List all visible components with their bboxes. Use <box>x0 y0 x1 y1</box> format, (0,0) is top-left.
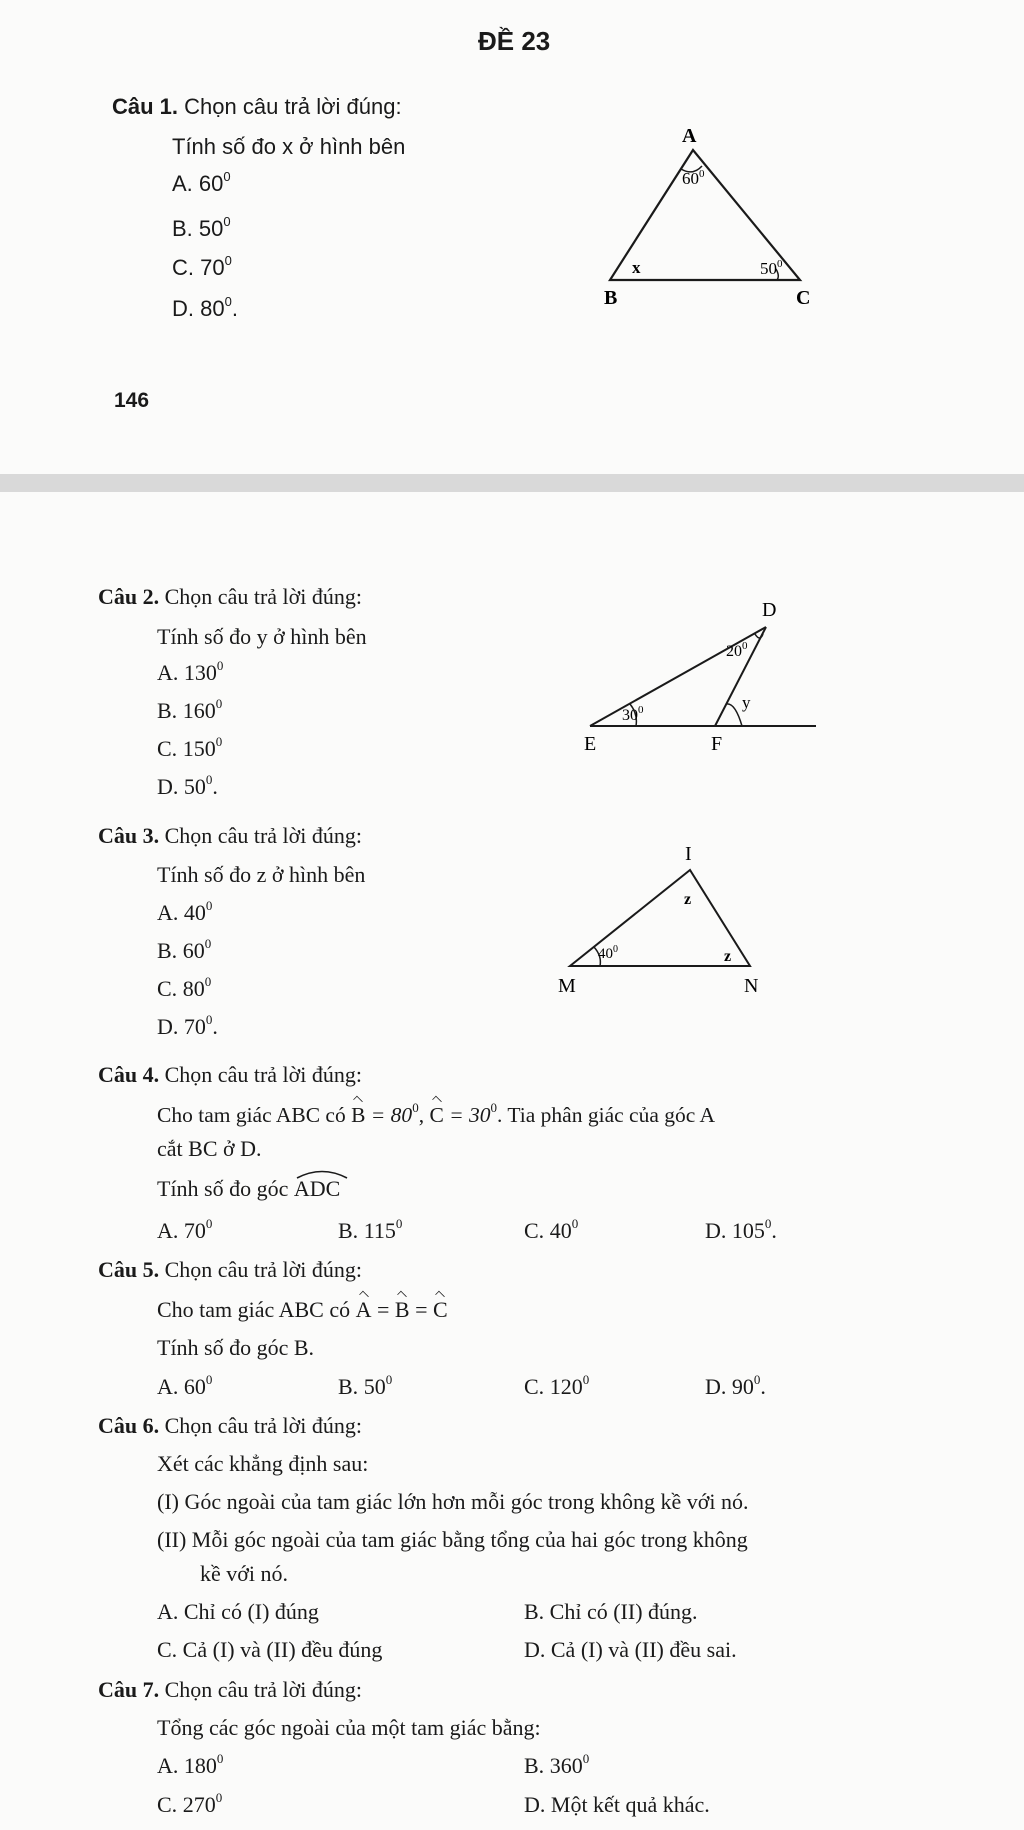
q2-option-a[interactable]: A. $130^0$ <box>157 657 224 685</box>
q4-option-a[interactable]: A. $70^0$ <box>157 1215 213 1243</box>
q7-option-b[interactable]: B. $360^0$ <box>524 1750 590 1778</box>
q1-subprompt: Tính số đo x ở hình bên <box>172 134 406 159</box>
q6-option-a[interactable]: A. Chỉ có (I) đúng <box>157 1599 319 1624</box>
q4-statement-line1: Cho tam giác ABC có $B = 80^0$, $C = 30^0$. Tia phân giác của góc A <box>157 1099 715 1127</box>
q2-subprompt: Tính số đo y ở hình bên <box>157 624 367 649</box>
q4-heading: Câu 4. Chọn câu trả lời đúng: <box>98 1062 363 1087</box>
q2-angle-d: $20^0$ <box>726 640 748 660</box>
q5-option-b[interactable]: B. $50^0$ <box>338 1371 393 1399</box>
q4-option-d[interactable]: D. $105^0$. <box>705 1215 777 1243</box>
q3-option-b[interactable]: B. $60^0$ <box>157 935 212 963</box>
q7-option-a[interactable]: A. $180^0$ <box>157 1750 224 1778</box>
q6-statement-2-line1: (II) Mỗi góc ngoài của tam giác bằng tổng của hai góc trong không <box>157 1527 748 1552</box>
q5-option-d[interactable]: D. $90^0$. <box>705 1371 766 1399</box>
q6-statement-2-line2: kề với nó. <box>200 1561 289 1586</box>
q2-vertex-f: F <box>711 733 723 752</box>
q3-angle-z-right: z <box>724 948 732 965</box>
q1-vertex-c: C <box>796 287 811 309</box>
q2-option-b[interactable]: B. $160^0$ <box>157 695 223 723</box>
q6-option-b[interactable]: B. Chỉ có (II) đúng. <box>524 1599 698 1624</box>
q2-heading: Câu 2. Chọn câu trả lời đúng: <box>98 584 363 609</box>
q1-option-a[interactable]: A. $60^0$ <box>172 168 231 196</box>
q7-option-d[interactable]: D. Một kết quả khác. <box>524 1792 710 1817</box>
q1-option-b[interactable]: B. $50^0$ <box>172 213 231 241</box>
q3-heading: Câu 3. Chọn câu trả lời đúng: <box>98 823 363 848</box>
q1-angle-x: x <box>632 258 641 277</box>
q2-vertex-d: D <box>762 599 777 621</box>
q1-angle-a: $60^0$ <box>682 168 705 188</box>
q2-option-d[interactable]: D. $50^0$. <box>157 771 218 799</box>
q4-statement-line2: cắt BC ở D. <box>157 1136 262 1161</box>
q6-option-d[interactable]: D. Cả (I) và (II) đều sai. <box>524 1637 737 1662</box>
q7-option-c[interactable]: C. $270^0$ <box>157 1789 223 1817</box>
q2-triangle-figure <box>570 592 830 752</box>
q6-intro: Xét các khẳng định sau: <box>157 1451 369 1476</box>
q1-vertex-b: B <box>604 287 618 309</box>
q4-option-b[interactable]: B. $115^0$ <box>338 1215 403 1243</box>
exam-title: ĐỀ 23 <box>478 26 551 56</box>
q5-option-c[interactable]: C. $120^0$ <box>524 1371 590 1399</box>
q3-angle-z-top: z <box>684 891 692 908</box>
q4-statement-line3: Tính số đo góc ADC <box>157 1176 340 1202</box>
q3-angle-m: $40^0$ <box>598 944 618 962</box>
q2-vertex-e: E <box>584 733 597 752</box>
q3-option-a[interactable]: A. $40^0$ <box>157 897 213 925</box>
q1-option-d[interactable]: D. $80^0$. <box>172 293 238 321</box>
q1-angle-c: $50^0$ <box>760 258 783 278</box>
q2-angle-y: y <box>742 693 751 712</box>
q1-heading: Câu 1. Chọn câu trả lời đúng: <box>112 94 402 119</box>
q3-option-d[interactable]: D. $70^0$. <box>157 1011 218 1039</box>
q1-vertex-a: A <box>682 125 697 147</box>
q6-option-c[interactable]: C. Cả (I) và (II) đều đúng <box>157 1637 383 1662</box>
q7-heading: Câu 7. Chọn câu trả lời đúng: <box>98 1677 363 1702</box>
q6-statement-1: (I) Góc ngoài của tam giác lớn hơn mỗi góc trong không kề với nó. <box>157 1489 749 1514</box>
q3-vertex-m: M <box>558 975 576 997</box>
q7-statement: Tổng các góc ngoài của một tam giác bằng: <box>157 1715 541 1740</box>
q3-vertex-i: I <box>685 843 692 865</box>
q4-option-c[interactable]: C. $40^0$ <box>524 1215 579 1243</box>
page-number: 146 <box>114 389 150 412</box>
q4-angle-adc: ADC <box>293 1176 341 1201</box>
q5-statement-line2: Tính số đo góc B. <box>157 1335 315 1360</box>
q5-statement-line1: Cho tam giác ABC có A = B = C <box>157 1297 448 1322</box>
q5-option-a[interactable]: A. $60^0$ <box>157 1371 213 1399</box>
q2-angle-e: $30^0$ <box>622 704 644 724</box>
q2-option-c[interactable]: C. $150^0$ <box>157 733 223 761</box>
q3-triangle-figure <box>550 834 770 1004</box>
q1-option-c[interactable]: C. $70^0$ <box>172 252 232 280</box>
q1-triangle-figure <box>590 118 830 318</box>
q3-vertex-n: N <box>744 975 759 997</box>
q3-option-c[interactable]: C. $80^0$ <box>157 973 212 1001</box>
page-top <box>0 0 1024 474</box>
page-bottom <box>0 492 1024 1830</box>
q5-heading: Câu 5. Chọn câu trả lời đúng: <box>98 1257 363 1282</box>
q6-heading: Câu 6. Chọn câu trả lời đúng: <box>98 1413 363 1438</box>
q3-subprompt: Tính số đo z ở hình bên <box>157 862 366 887</box>
